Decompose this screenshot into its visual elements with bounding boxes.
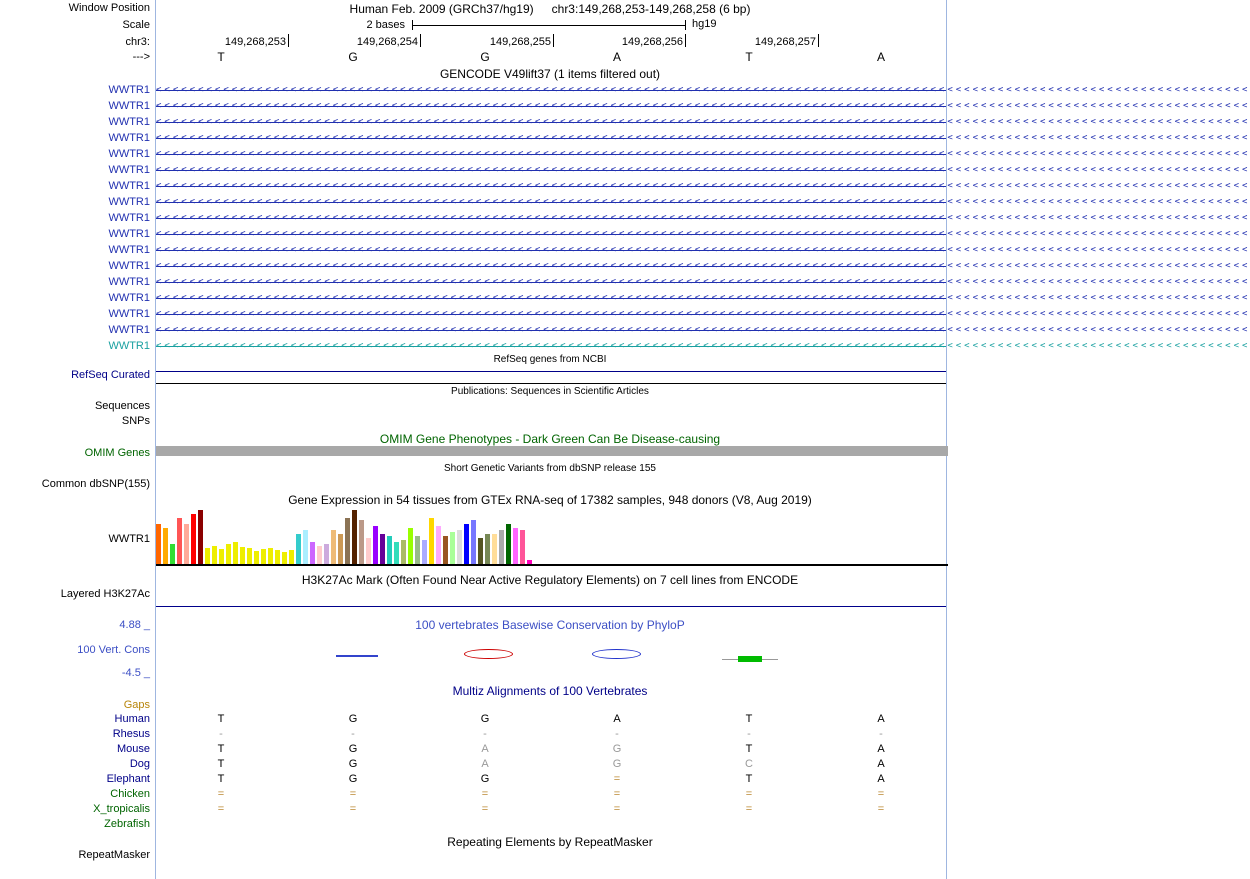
transcript-label[interactable]: WWTR1 <box>108 260 150 272</box>
transcript-strand-arrows[interactable]: <<<<<<<<<<<<<<<<<<<<<<<<<<<<<<<<<<<<<<<<<<<<<<<<<<<<<<<<<<<<<<<<<<<<<<<<<<<<<<<<<<<<<<<<<<<<<<<<<<<<<<<<<<<<<<<<<<<<<<<<<<<<<<<<<< <box>156 165 1250 175</box>
gtex-expression-bar <box>289 550 294 564</box>
gtex-expression-bar <box>205 548 210 564</box>
alignment-base: A <box>481 743 489 755</box>
chrom-label: chr3: <box>125 36 150 48</box>
coordinate-ruler[interactable] <box>0 36 950 49</box>
transcript-strand-arrows[interactable]: <<<<<<<<<<<<<<<<<<<<<<<<<<<<<<<<<<<<<<<<<<<<<<<<<<<<<<<<<<<<<<<<<<<<<<<<<<<<<<<<<<<<<<<<<<<<<<<<<<<<<<<<<<<<<<<<<<<<<<<<<<<<<<<<<< <box>156 85 1250 95</box>
gtex-expression-bar <box>268 548 273 564</box>
dbsnp-label[interactable]: Common dbSNP(155) <box>41 478 150 490</box>
gtex-expression-bar <box>261 549 266 564</box>
h3k27ac-label[interactable]: Layered H3K27Ac <box>60 588 150 600</box>
gtex-expression-bar <box>408 528 413 564</box>
gtex-expression-bar <box>380 534 385 564</box>
alignment-base: = <box>613 788 621 800</box>
alignment-base: A <box>613 713 621 725</box>
gtex-expression-bar <box>254 551 259 564</box>
gtex-expression-bar <box>394 542 399 564</box>
alignment-base: = <box>877 788 885 800</box>
gtex-expression-bar <box>457 530 462 564</box>
coordinate-tick <box>553 34 554 47</box>
position-range-title: chr3:149,268,253-149,268,258 (6 bp) <box>551 2 751 16</box>
multiz-species-row <box>0 788 950 803</box>
alignment-base: = <box>217 788 225 800</box>
gtex-expression-bar <box>373 526 378 564</box>
transcript-label[interactable]: WWTR1 <box>108 340 150 352</box>
transcript-label[interactable]: WWTR1 <box>108 276 150 288</box>
transcript-label[interactable]: WWTR1 <box>108 212 150 224</box>
multiz-species-row <box>0 803 950 818</box>
scale-value: 2 bases <box>366 19 405 31</box>
transcript-strand-arrows[interactable]: <<<<<<<<<<<<<<<<<<<<<<<<<<<<<<<<<<<<<<<<<<<<<<<<<<<<<<<<<<<<<<<<<<<<<<<<<<<<<<<<<<<<<<<<<<<<<<<<<<<<<<<<<<<<<<<<<<<<<<<<<<<<<<<<<< <box>156 197 1250 207</box>
transcript-strand-arrows[interactable]: <<<<<<<<<<<<<<<<<<<<<<<<<<<<<<<<<<<<<<<<<<<<<<<<<<<<<<<<<<<<<<<<<<<<<<<<<<<<<<<<<<<<<<<<<<<<<<<<<<<<<<<<<<<<<<<<<<<<<<<<<<<<<<<<<< <box>156 133 1250 143</box>
h3k27ac-track-title: H3K27Ac Mark (Often Found Near Active Regulatory Elements) on 7 cell lines from ENCODE <box>301 573 799 587</box>
publications-snps-label[interactable]: SNPs <box>121 415 150 427</box>
gtex-expression-bar <box>429 518 434 564</box>
conservation-max-label: 4.88 _ <box>119 619 150 631</box>
transcript-strand-arrows[interactable]: <<<<<<<<<<<<<<<<<<<<<<<<<<<<<<<<<<<<<<<<<<<<<<<<<<<<<<<<<<<<<<<<<<<<<<<<<<<<<<<<<<<<<<<<<<<<<<<<<<<<<<<<<<<<<<<<<<<<<<<<<<<<<<<<<< <box>156 245 1250 255</box>
transcript-row[interactable] <box>0 130 1250 146</box>
transcript-row[interactable] <box>0 146 1250 162</box>
gtex-expression-bar <box>303 530 308 564</box>
gtex-expression-bar <box>436 526 441 564</box>
alignment-base: = <box>481 803 489 815</box>
alignment-base: T <box>217 713 225 725</box>
repeatmasker-label[interactable]: RepeatMasker <box>78 849 150 861</box>
gtex-expression-bar <box>177 518 182 564</box>
transcript-row[interactable] <box>0 194 1250 210</box>
reference-base: A <box>612 50 621 64</box>
gtex-expression-bar <box>492 534 497 564</box>
alignment-base: T <box>745 743 753 755</box>
publications-sequence-item[interactable] <box>156 383 946 384</box>
gtex-expression-bar <box>513 528 518 564</box>
transcript-row[interactable] <box>0 178 1250 194</box>
transcript-row[interactable] <box>0 162 1250 178</box>
coordinate-tick <box>420 34 421 47</box>
multiz-track-title: Multiz Alignments of 100 Vertebrates <box>452 684 648 698</box>
gtex-expression-bar <box>478 538 483 564</box>
species-label[interactable]: Rhesus <box>112 728 150 740</box>
alignment-base: = <box>745 788 753 800</box>
transcript-strand-arrows[interactable]: <<<<<<<<<<<<<<<<<<<<<<<<<<<<<<<<<<<<<<<<<<<<<<<<<<<<<<<<<<<<<<<<<<<<<<<<<<<<<<<<<<<<<<<<<<<<<<<<<<<<<<<<<<<<<<<<<<<<<<<<<<<<<<<<<< <box>156 149 1250 159</box>
gtex-expression-bar <box>443 536 448 564</box>
alignment-base: A <box>481 758 489 770</box>
alignment-base: = <box>613 773 621 785</box>
dna-sequence-row <box>0 50 950 64</box>
gtex-baseline <box>156 564 948 566</box>
transcript-label[interactable]: WWTR1 <box>108 324 150 336</box>
phylop-wiggle-segment-1 <box>336 655 378 657</box>
transcript-strand-arrows[interactable]: <<<<<<<<<<<<<<<<<<<<<<<<<<<<<<<<<<<<<<<<<<<<<<<<<<<<<<<<<<<<<<<<<<<<<<<<<<<<<<<<<<<<<<<<<<<<<<<<<<<<<<<<<<<<<<<<<<<<<<<<<<<<<<<<<< <box>156 293 1250 303</box>
alignment-base: A <box>877 743 885 755</box>
gtex-expression-bar <box>464 524 469 564</box>
reference-base: T <box>217 50 225 64</box>
h3k27ac-signal-baseline[interactable] <box>156 606 946 607</box>
transcript-row[interactable] <box>0 306 1250 322</box>
species-label[interactable]: Dog <box>129 758 150 770</box>
omim-genes-label[interactable]: OMIM Genes <box>84 447 150 459</box>
alignment-base: G <box>480 713 490 725</box>
omim-gene-bar[interactable] <box>156 446 948 456</box>
alignment-base: G <box>348 713 358 725</box>
repeatmasker-track-title: Repeating Elements by RepeatMasker <box>447 835 653 849</box>
transcript-label[interactable]: WWTR1 <box>108 292 150 304</box>
publications-sequences-label[interactable]: Sequences <box>94 400 150 412</box>
gtex-expression-bar <box>401 540 406 564</box>
coordinate-label: 149,268,255 <box>489 36 551 48</box>
alignment-base: - <box>747 728 751 740</box>
alignment-base: T <box>745 713 753 725</box>
gtex-expression-bar <box>275 550 280 564</box>
species-label[interactable]: Mouse <box>116 743 150 755</box>
gtex-expression-bar <box>422 540 427 564</box>
coordinate-tick <box>288 34 289 47</box>
transcript-strand-arrows[interactable]: <<<<<<<<<<<<<<<<<<<<<<<<<<<<<<<<<<<<<<<<<<<<<<<<<<<<<<<<<<<<<<<<<<<<<<<<<<<<<<<<<<<<<<<<<<<<<<<<<<<<<<<<<<<<<<<<<<<<<<<<<<<<<<<<<< <box>156 277 1250 287</box>
alignment-base: - <box>615 728 619 740</box>
alignment-base: = <box>217 803 225 815</box>
transcript-strand-arrows[interactable]: <<<<<<<<<<<<<<<<<<<<<<<<<<<<<<<<<<<<<<<<<<<<<<<<<<<<<<<<<<<<<<<<<<<<<<<<<<<<<<<<<<<<<<<<<<<<<<<<<<<<<<<<<<<<<<<<<<<<<<<<<<<<<<<<<< <box>156 117 1250 127</box>
gtex-expression-bar <box>226 544 231 564</box>
reference-base: T <box>745 50 753 64</box>
alignment-base: = <box>745 803 753 815</box>
transcript-row[interactable] <box>0 210 1250 226</box>
gtex-expression-bar <box>282 552 287 564</box>
multiz-species-row <box>0 758 950 773</box>
species-label[interactable]: Chicken <box>110 788 150 800</box>
assembly-title: Human Feb. 2009 (GRCh37/hg19) <box>349 2 534 16</box>
transcript-strand-arrows[interactable]: <<<<<<<<<<<<<<<<<<<<<<<<<<<<<<<<<<<<<<<<<<<<<<<<<<<<<<<<<<<<<<<<<<<<<<<<<<<<<<<<<<<<<<<<<<<<<<<<<<<<<<<<<<<<<<<<<<<<<<<<<<<<<<<<<< <box>156 309 1250 319</box>
scale-ruler <box>412 20 686 30</box>
window-position-label: Window Position <box>68 2 150 14</box>
gtex-expression-bar <box>471 520 476 564</box>
transcript-label[interactable]: WWTR1 <box>108 132 150 144</box>
alignment-base: G <box>348 758 358 770</box>
omim-track-title: OMIM Gene Phenotypes - Dark Green Can Be Disease-causing <box>379 432 721 446</box>
transcript-label[interactable]: WWTR1 <box>108 100 150 112</box>
gtex-expression-bar <box>485 534 490 564</box>
conservation-label[interactable]: 100 Vert. Cons <box>77 644 150 656</box>
strand-arrow-label: ---> <box>132 51 150 63</box>
reference-base: G <box>348 50 358 64</box>
alignment-base: - <box>219 728 223 740</box>
gtex-expression-bar <box>324 544 329 564</box>
transcript-row[interactable] <box>0 114 1250 130</box>
transcript-strand-arrows[interactable]: <<<<<<<<<<<<<<<<<<<<<<<<<<<<<<<<<<<<<<<<<<<<<<<<<<<<<<<<<<<<<<<<<<<<<<<<<<<<<<<<<<<<<<<<<<<<<<<<<<<<<<<<<<<<<<<<<<<<<<<<<<<<<<<<<< <box>156 325 1250 335</box>
gtex-expression-bar <box>219 549 224 564</box>
alignment-base: T <box>217 773 225 785</box>
scale-assembly-label: hg19 <box>692 18 717 30</box>
gtex-expression-bar <box>212 546 217 564</box>
alignment-base: - <box>483 728 487 740</box>
gtex-expression-bar <box>191 514 196 564</box>
coordinate-label: 149,268,256 <box>621 36 683 48</box>
alignment-base: A <box>877 773 885 785</box>
alignment-base: G <box>612 743 622 755</box>
phylop-wiggle-segment-4-bar <box>738 656 762 662</box>
conservation-min-label: -4.5 _ <box>121 667 150 679</box>
transcript-label[interactable]: WWTR1 <box>108 164 150 176</box>
transcript-label[interactable]: WWTR1 <box>108 228 150 240</box>
multiz-species-row <box>0 818 950 833</box>
gtex-expression-bar <box>520 530 525 564</box>
gtex-expression-bar <box>415 536 420 564</box>
gaps-label: Gaps <box>123 699 150 711</box>
refseq-track-title: RefSeq genes from NCBI <box>493 354 607 365</box>
multiz-species-row <box>0 743 950 758</box>
alignment-base: A <box>877 713 885 725</box>
refseq-curated-label[interactable]: RefSeq Curated <box>71 369 150 381</box>
refseq-gene-line[interactable] <box>156 371 946 372</box>
gtex-expression-bar <box>331 530 336 564</box>
alignment-base: T <box>217 758 225 770</box>
gtex-expression-bar <box>310 542 315 564</box>
alignment-base: G <box>348 743 358 755</box>
alignment-base: = <box>349 788 357 800</box>
species-label[interactable]: X_tropicalis <box>93 803 150 815</box>
multiz-species-row <box>0 713 950 728</box>
transcript-label[interactable]: WWTR1 <box>108 116 150 128</box>
transcript-strand-arrows[interactable]: <<<<<<<<<<<<<<<<<<<<<<<<<<<<<<<<<<<<<<<<<<<<<<<<<<<<<<<<<<<<<<<<<<<<<<<<<<<<<<<<<<<<<<<<<<<<<<<<<<<<<<<<<<<<<<<<<<<<<<<<<<<<<<<<<< <box>156 101 1250 111</box>
transcript-row[interactable] <box>0 82 1250 98</box>
gtex-expression-bar <box>184 524 189 564</box>
species-label[interactable]: Elephant <box>106 773 150 785</box>
gtex-expression-bar <box>366 538 371 564</box>
publications-track-title: Publications: Sequences in Scientific Articles <box>451 386 649 397</box>
transcript-strand-arrows[interactable]: <<<<<<<<<<<<<<<<<<<<<<<<<<<<<<<<<<<<<<<<<<<<<<<<<<<<<<<<<<<<<<<<<<<<<<<<<<<<<<<<<<<<<<<<<<<<<<<<<<<<<<<<<<<<<<<<<<<<<<<<<<<<<<<<<< <box>156 341 1250 351</box>
transcript-label[interactable]: WWTR1 <box>108 84 150 96</box>
transcript-label[interactable]: WWTR1 <box>108 180 150 192</box>
gtex-gene-label[interactable]: WWTR1 <box>108 533 150 545</box>
gtex-expression-bar <box>233 542 238 564</box>
transcript-row[interactable] <box>0 338 1250 354</box>
coordinate-label: 149,268,253 <box>224 36 286 48</box>
gtex-expression-bar <box>240 547 245 564</box>
gtex-expression-bar <box>345 518 350 564</box>
transcript-label[interactable]: WWTR1 <box>108 244 150 256</box>
reference-base: G <box>480 50 490 64</box>
species-label[interactable]: Zebrafish <box>104 818 150 830</box>
gtex-expression-bar <box>247 548 252 564</box>
transcript-strand-arrows[interactable]: <<<<<<<<<<<<<<<<<<<<<<<<<<<<<<<<<<<<<<<<<<<<<<<<<<<<<<<<<<<<<<<<<<<<<<<<<<<<<<<<<<<<<<<<<<<<<<<<<<<<<<<<<<<<<<<<<<<<<<<<<<<<<<<<<< <box>156 261 1250 271</box>
gtex-bar-chart[interactable] <box>156 509 948 564</box>
species-label[interactable]: Human <box>114 713 150 725</box>
alignment-base: = <box>877 803 885 815</box>
gtex-expression-bar <box>359 520 364 564</box>
position-title-row <box>155 2 945 16</box>
gtex-expression-bar <box>387 536 392 564</box>
transcript-strand-arrows[interactable]: <<<<<<<<<<<<<<<<<<<<<<<<<<<<<<<<<<<<<<<<<<<<<<<<<<<<<<<<<<<<<<<<<<<<<<<<<<<<<<<<<<<<<<<<<<<<<<<<<<<<<<<<<<<<<<<<<<<<<<<<<<<<<<<<<< <box>156 229 1250 239</box>
reference-base: A <box>876 50 885 64</box>
transcript-row[interactable] <box>0 226 1250 242</box>
scale-label: Scale <box>122 19 150 31</box>
gtex-expression-bar <box>499 530 504 564</box>
alignment-base: G <box>480 773 490 785</box>
transcript-row[interactable] <box>0 322 1250 338</box>
coordinate-tick <box>685 34 686 47</box>
alignment-base: = <box>481 788 489 800</box>
coordinate-label: 149,268,257 <box>754 36 816 48</box>
gtex-expression-bar <box>198 510 203 564</box>
alignment-base: T <box>217 743 225 755</box>
gencode-track-title: GENCODE V49lift37 (1 items filtered out) <box>439 67 661 81</box>
transcript-label[interactable]: WWTR1 <box>108 196 150 208</box>
gtex-expression-bar <box>156 524 161 564</box>
alignment-base: = <box>349 803 357 815</box>
gtex-expression-bar <box>352 510 357 564</box>
transcript-row[interactable] <box>0 242 1250 258</box>
transcript-strand-arrows[interactable]: <<<<<<<<<<<<<<<<<<<<<<<<<<<<<<<<<<<<<<<<<<<<<<<<<<<<<<<<<<<<<<<<<<<<<<<<<<<<<<<<<<<<<<<<<<<<<<<<<<<<<<<<<<<<<<<<<<<<<<<<<<<<<<<<<< <box>156 181 1250 191</box>
alignment-base: C <box>745 758 753 770</box>
phylop-wiggle-segment-3 <box>592 649 641 659</box>
coordinate-label: 149,268,254 <box>356 36 418 48</box>
phylop-wiggle-segment-2 <box>464 649 513 659</box>
gtex-expression-bar <box>506 524 511 564</box>
transcript-strand-arrows[interactable]: <<<<<<<<<<<<<<<<<<<<<<<<<<<<<<<<<<<<<<<<<<<<<<<<<<<<<<<<<<<<<<<<<<<<<<<<<<<<<<<<<<<<<<<<<<<<<<<<<<<<<<<<<<<<<<<<<<<<<<<<<<<<<<<<<< <box>156 213 1250 223</box>
alignment-base: G <box>612 758 622 770</box>
transcript-row[interactable] <box>0 98 1250 114</box>
transcript-label[interactable]: WWTR1 <box>108 308 150 320</box>
gtex-expression-bar <box>317 546 322 564</box>
gtex-expression-bar <box>296 534 301 564</box>
gtex-expression-bar <box>163 528 168 564</box>
alignment-base: A <box>877 758 885 770</box>
coordinate-tick <box>818 34 819 47</box>
multiz-species-row <box>0 728 950 743</box>
alignment-base: - <box>879 728 883 740</box>
multiz-species-row <box>0 773 950 788</box>
transcript-row[interactable] <box>0 290 1250 306</box>
gtex-expression-bar <box>450 532 455 564</box>
gtex-track-title: Gene Expression in 54 tissues from GTEx RNA-seq of 17382 samples, 948 donors (V8, Aug 2019) <box>288 493 812 507</box>
alignment-base: T <box>745 773 753 785</box>
alignment-base: - <box>351 728 355 740</box>
gtex-expression-bar <box>338 534 343 564</box>
conservation-track-title: 100 vertebrates Basewise Conservation by PhyloP <box>415 618 685 632</box>
transcript-label[interactable]: WWTR1 <box>108 148 150 160</box>
gtex-expression-bar <box>170 544 175 564</box>
dbsnp-track-title: Short Genetic Variants from dbSNP release 155 <box>444 463 656 474</box>
alignment-base: = <box>613 803 621 815</box>
alignment-base: G <box>348 773 358 785</box>
transcript-row[interactable] <box>0 258 1250 274</box>
transcript-row[interactable] <box>0 274 1250 290</box>
